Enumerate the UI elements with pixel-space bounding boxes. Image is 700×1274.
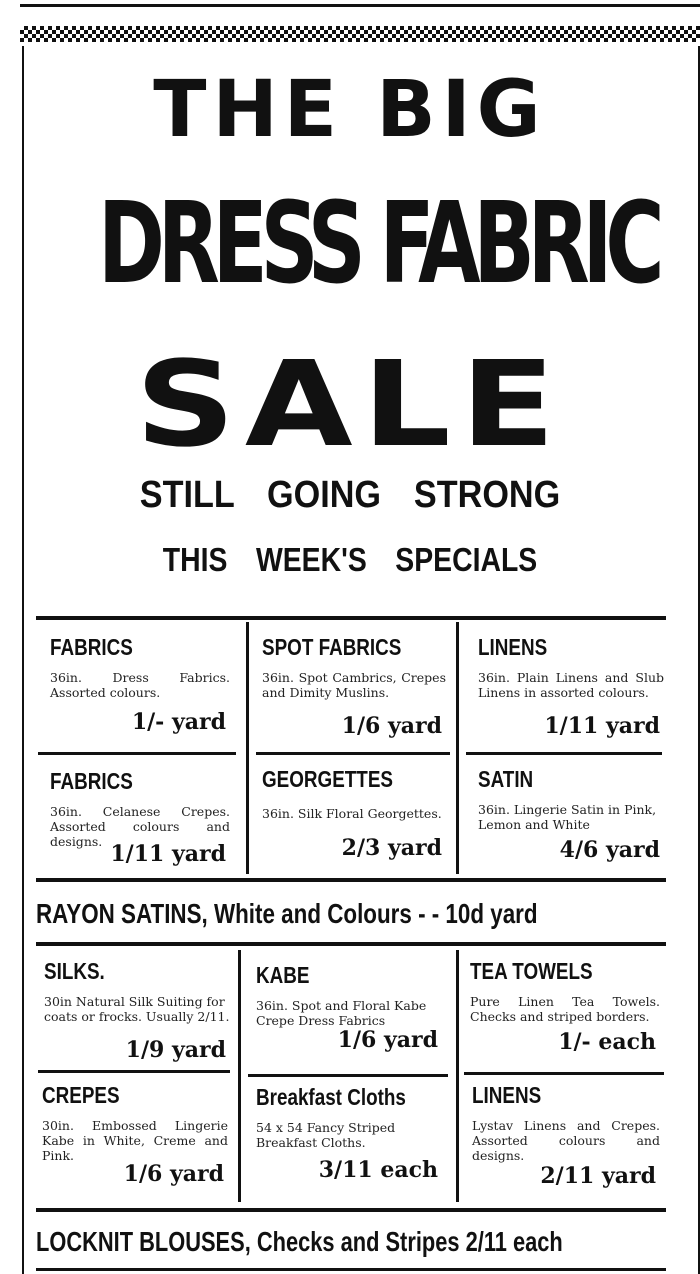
item-spot-fabrics — [262, 634, 446, 742]
section-rule — [36, 878, 666, 882]
column-rule — [456, 950, 459, 1202]
item-description: Lystav Linens and Crepes. Assorted colours and designs. — [472, 1118, 660, 1163]
subheading-this-weeks-specials: THIS WEEK'S SPECIALS — [162, 541, 538, 578]
item-satin — [478, 766, 664, 870]
item-lystav-linens — [472, 1082, 660, 1194]
item-title: LINENS — [478, 634, 548, 660]
item-breakfast-cloths — [256, 1084, 442, 1194]
cell-rule — [464, 1072, 664, 1075]
item-title: LINENS — [472, 1082, 542, 1108]
item-description: 36in. Celanese Crepes. Assorted colours and designs. — [50, 804, 230, 849]
item-title: FABRICS — [50, 768, 133, 794]
item-title: SILKS. — [44, 958, 105, 984]
headline-the-big: THE BIG — [153, 65, 547, 155]
item-title: FABRICS — [50, 634, 133, 660]
item-georgettes — [262, 766, 446, 870]
item-title: KABE — [256, 962, 310, 988]
cell-rule — [38, 1070, 230, 1073]
banner-locknit-blouses: LOCKNIT BLOUSES, Checks and Stripes 2/11 each — [36, 1226, 563, 1257]
section-rule — [36, 616, 666, 620]
item-price: 1/6 yard — [337, 1027, 438, 1053]
item-fabrics — [50, 634, 230, 742]
item-price: 1/11 yard — [544, 713, 660, 739]
item-description: 36in. Spot and Floral Kabe Crepe Dress Fabrics — [256, 998, 427, 1028]
item-kabe — [256, 962, 442, 1066]
banner-rayon-satins: RAYON SATINS, White and Colours - - 10d yard — [36, 898, 538, 929]
item-price: 3/11 each — [318, 1157, 438, 1183]
headline-dress-fabric: DRESS FABRIC — [97, 179, 658, 309]
item-description: 36in. Dress Fabrics. Assorted colours. — [50, 670, 230, 700]
item-price: 2/3 yard — [341, 835, 442, 861]
item-price: 1/- each — [558, 1029, 656, 1055]
item-title: GEORGETTES — [262, 766, 393, 792]
cell-rule — [256, 752, 450, 755]
item-description: 36in. Spot Cambrics, Crepes and Dimity Muslins. — [262, 670, 446, 700]
item-price: 1/11 yard — [110, 841, 226, 867]
section-rule — [36, 942, 666, 946]
cell-rule — [38, 752, 236, 755]
checkered-border — [20, 26, 700, 42]
item-tea-towels — [470, 958, 660, 1064]
bottom-rule — [36, 1268, 666, 1271]
item-price: 1/9 yard — [125, 1037, 226, 1063]
item-crepes — [42, 1082, 228, 1194]
item-description: 54 x 54 Fancy Striped Breakfast Cloths. — [256, 1120, 396, 1150]
subheading-still-going-strong: STILL GOING STRONG — [139, 474, 561, 516]
column-rule — [238, 950, 241, 1202]
top-rule — [20, 4, 700, 7]
item-linens — [478, 634, 664, 742]
item-silks — [44, 958, 230, 1064]
cell-rule — [248, 1074, 448, 1077]
cell-rule — [466, 752, 662, 755]
column-rule — [246, 622, 249, 874]
headline-sale: SALE — [135, 335, 565, 473]
section-rule — [36, 1208, 666, 1212]
item-description: 36in. Plain Linens and Slub Linens in assorted colours. — [478, 670, 664, 700]
item-celanese-fabrics — [50, 768, 230, 872]
item-price: 2/11 yard — [540, 1163, 656, 1189]
item-title: SPOT FABRICS — [262, 634, 402, 660]
item-price: 1/6 yard — [341, 713, 442, 739]
item-price: 1/- yard — [131, 709, 226, 735]
item-description: Pure Linen Tea Towels. Checks and striped borders. — [470, 994, 660, 1024]
item-description: 30in. Embossed Lingerie Kabe in White, Creme and Pink. — [42, 1118, 228, 1163]
item-title: Breakfast Cloths — [256, 1084, 406, 1110]
item-title: CREPES — [42, 1082, 120, 1108]
column-rule — [456, 622, 459, 874]
item-price: 1/6 yard — [123, 1161, 224, 1187]
item-description: 30in Natural Silk Suiting for coats or frocks. Usually 2/11. — [44, 994, 230, 1024]
item-description: 36in. Lingerie Satin in Pink, Lemon and White — [478, 802, 657, 832]
item-title: TEA TOWELS — [470, 958, 593, 984]
item-price: 4/6 yard — [559, 837, 660, 863]
item-description: 36in. Silk Floral Georgettes. — [262, 806, 442, 821]
item-title: SATIN — [478, 766, 534, 792]
